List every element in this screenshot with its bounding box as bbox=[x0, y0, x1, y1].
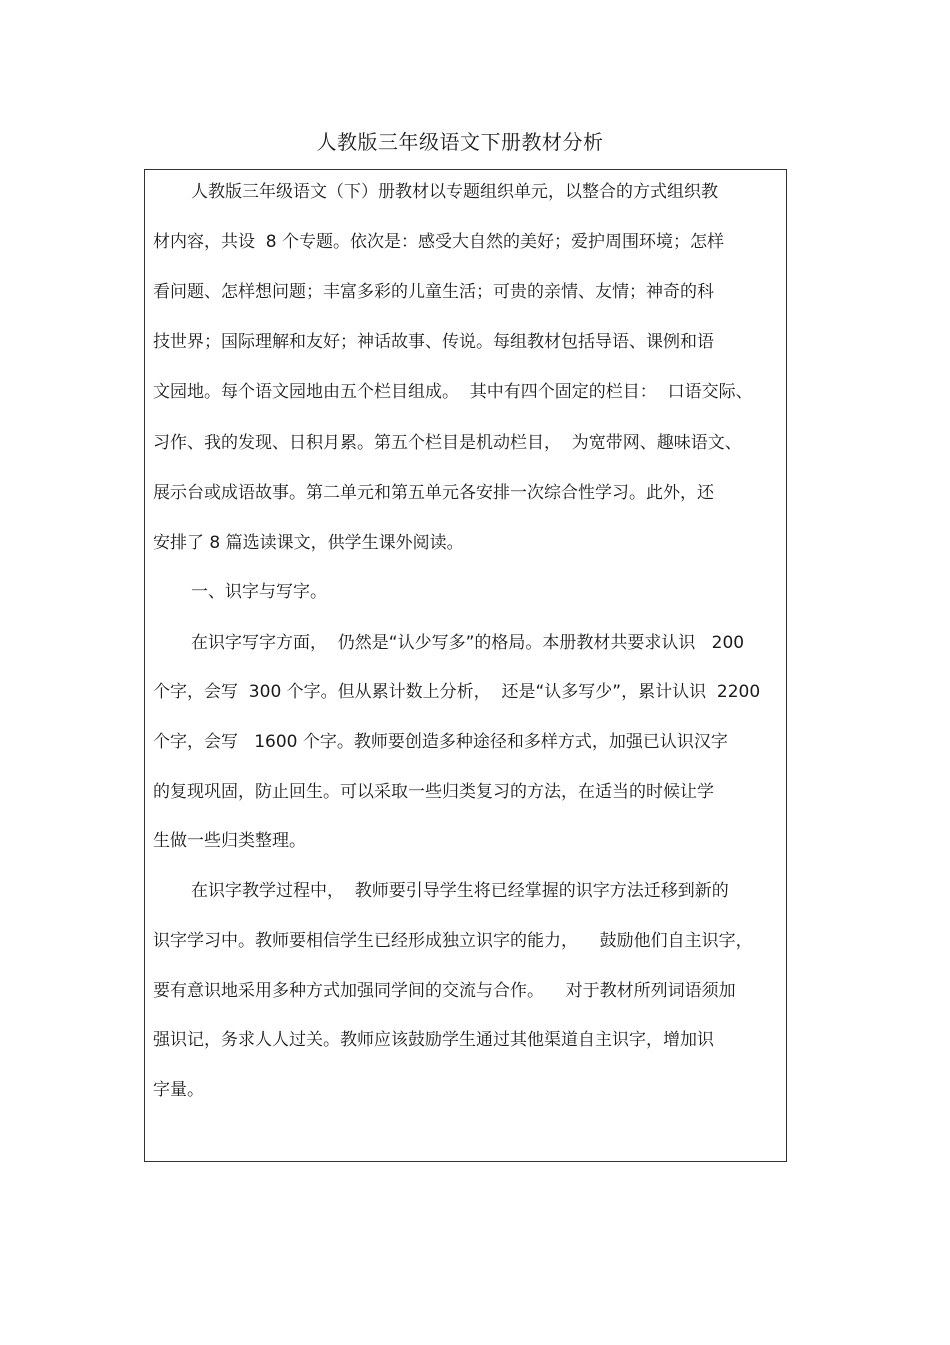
text-line: 在识字教学过程中， 教师要引导学生将已经掌握的识字方法迁移到新的 bbox=[191, 881, 729, 901]
document-title: 人教版三年级语文下册教材分析 bbox=[316, 130, 604, 154]
text-line: 技世界；国际理解和友好；神话故事、传说。每组教材包括导语、课例和语 bbox=[153, 332, 714, 352]
text-line: 展示台或成语故事。第二单元和第五单元各安排一次综合性学习。此外，还 bbox=[153, 483, 714, 503]
text-line: 习作、我的发现、日积月累。第五个栏目是机动栏目， 为宽带网、趣味语文、 bbox=[153, 433, 742, 453]
text-line: 字量。 bbox=[153, 1080, 204, 1100]
section-heading: 一、识字与写字。 bbox=[191, 582, 327, 602]
text-line: 在识字写字方面， 仍然是“认少写多”的格局。本册教材共要求认识 200 bbox=[191, 633, 745, 653]
text-line: 要有意识地采用多种方式加强同学间的交流与合作。 对于教材所列词语须加 bbox=[153, 981, 736, 1001]
text-line: 看问题、怎样想问题；丰富多彩的儿童生活；可贵的亲情、友情；神奇的科 bbox=[153, 282, 714, 302]
text-line: 文园地。每个语文园地由五个栏目组成。 其中有四个固定的栏目： 口语交际、 bbox=[153, 382, 753, 402]
text-line: 个字，会写 300 个字。但从累计数上分析， 还是“认多写少”，累计认识 2200 bbox=[153, 682, 761, 702]
text-line: 强识记，务求人人过关。教师应该鼓励学生通过其他渠道自主识字，增加识 bbox=[153, 1030, 714, 1050]
text-line: 的复现巩固，防止回生。可以采取一些归类复习的方法，在适当的时候让学 bbox=[153, 782, 714, 802]
text-line: 人教版三年级语文（下）册教材以专题组织单元，以整合的方式组织教 bbox=[191, 182, 718, 202]
text-line: 个字，会写 1600 个字。教师要创造多种途径和多样方式，加强已认识汉字 bbox=[153, 732, 728, 752]
text-line: 生做一些归类整理。 bbox=[153, 831, 306, 851]
text-line: 安排了 8 篇选读课文，供学生课外阅读。 bbox=[153, 533, 464, 553]
text-line: 识字学习中。教师要相信学生已经形成独立识字的能力， 鼓励他们自主识字， bbox=[153, 931, 753, 951]
text-line: 材内容，共设 8 个专题。依次是：感受大自然的美好；爱护周围环境；怎样 bbox=[153, 232, 725, 252]
content-frame bbox=[144, 169, 787, 1162]
